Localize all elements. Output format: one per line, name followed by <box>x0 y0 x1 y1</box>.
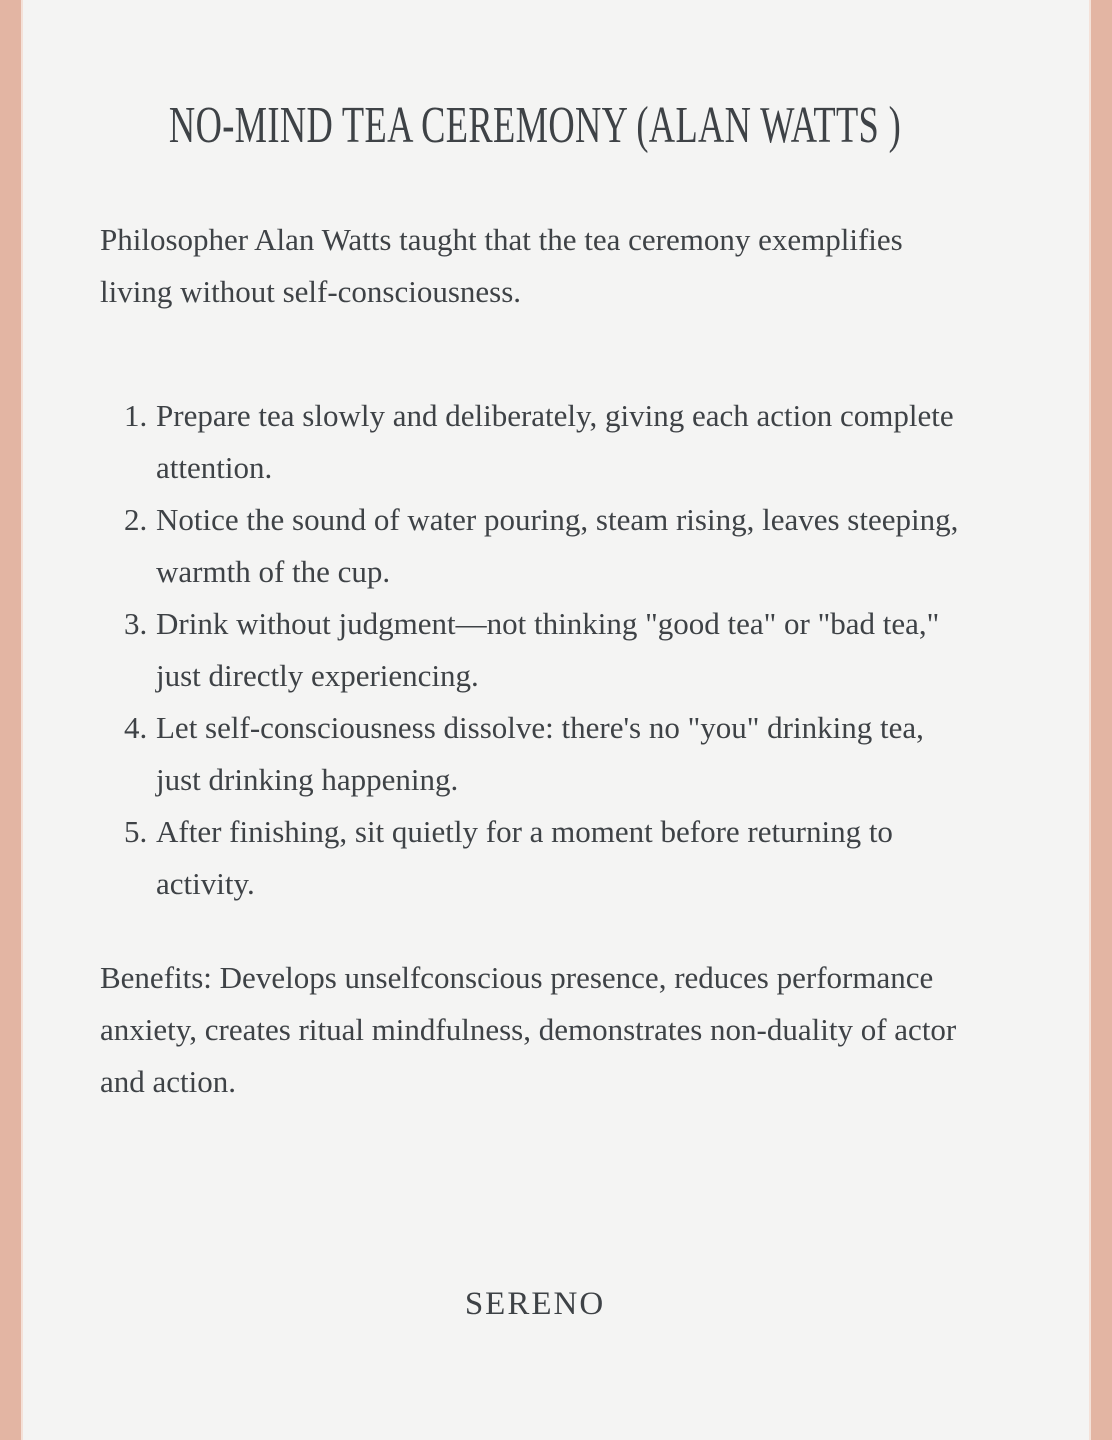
list-item: After finishing, sit quietly for a moment before returning to activity. <box>156 814 893 901</box>
list-item: Prepare tea slowly and deliberately, giving each action complete attention. <box>156 398 954 485</box>
list-item: Notice the sound of water pouring, steam rising, leaves steeping, warmth of the cup. <box>156 502 959 589</box>
list-item: Let self-consciousness dissolve: there's no "you" drinking tea, just drinking happening. <box>156 710 924 797</box>
page-title: NO-MIND TEA CEREMONY (ALAN WATTS ) <box>168 97 902 154</box>
content-area <box>100 0 970 1323</box>
steps-list <box>100 390 970 910</box>
left-frame-border <box>0 0 23 1440</box>
brand-wordmark: SERENO <box>464 1286 606 1322</box>
intro-paragraph: Philosopher Alan Watts taught that the tea ceremony exemplifies living without self-consciousness. <box>100 222 903 309</box>
right-frame-border <box>1089 0 1112 1440</box>
list-item: Drink without judgment—not thinking "good tea" or "bad tea," just directly experiencing. <box>156 606 940 693</box>
benefits-paragraph: Benefits: Develops unselfconscious presence, reduces performance anxiety, creates ritual mindfulness, demonstrates non-duality of actor and action. <box>100 960 957 1099</box>
